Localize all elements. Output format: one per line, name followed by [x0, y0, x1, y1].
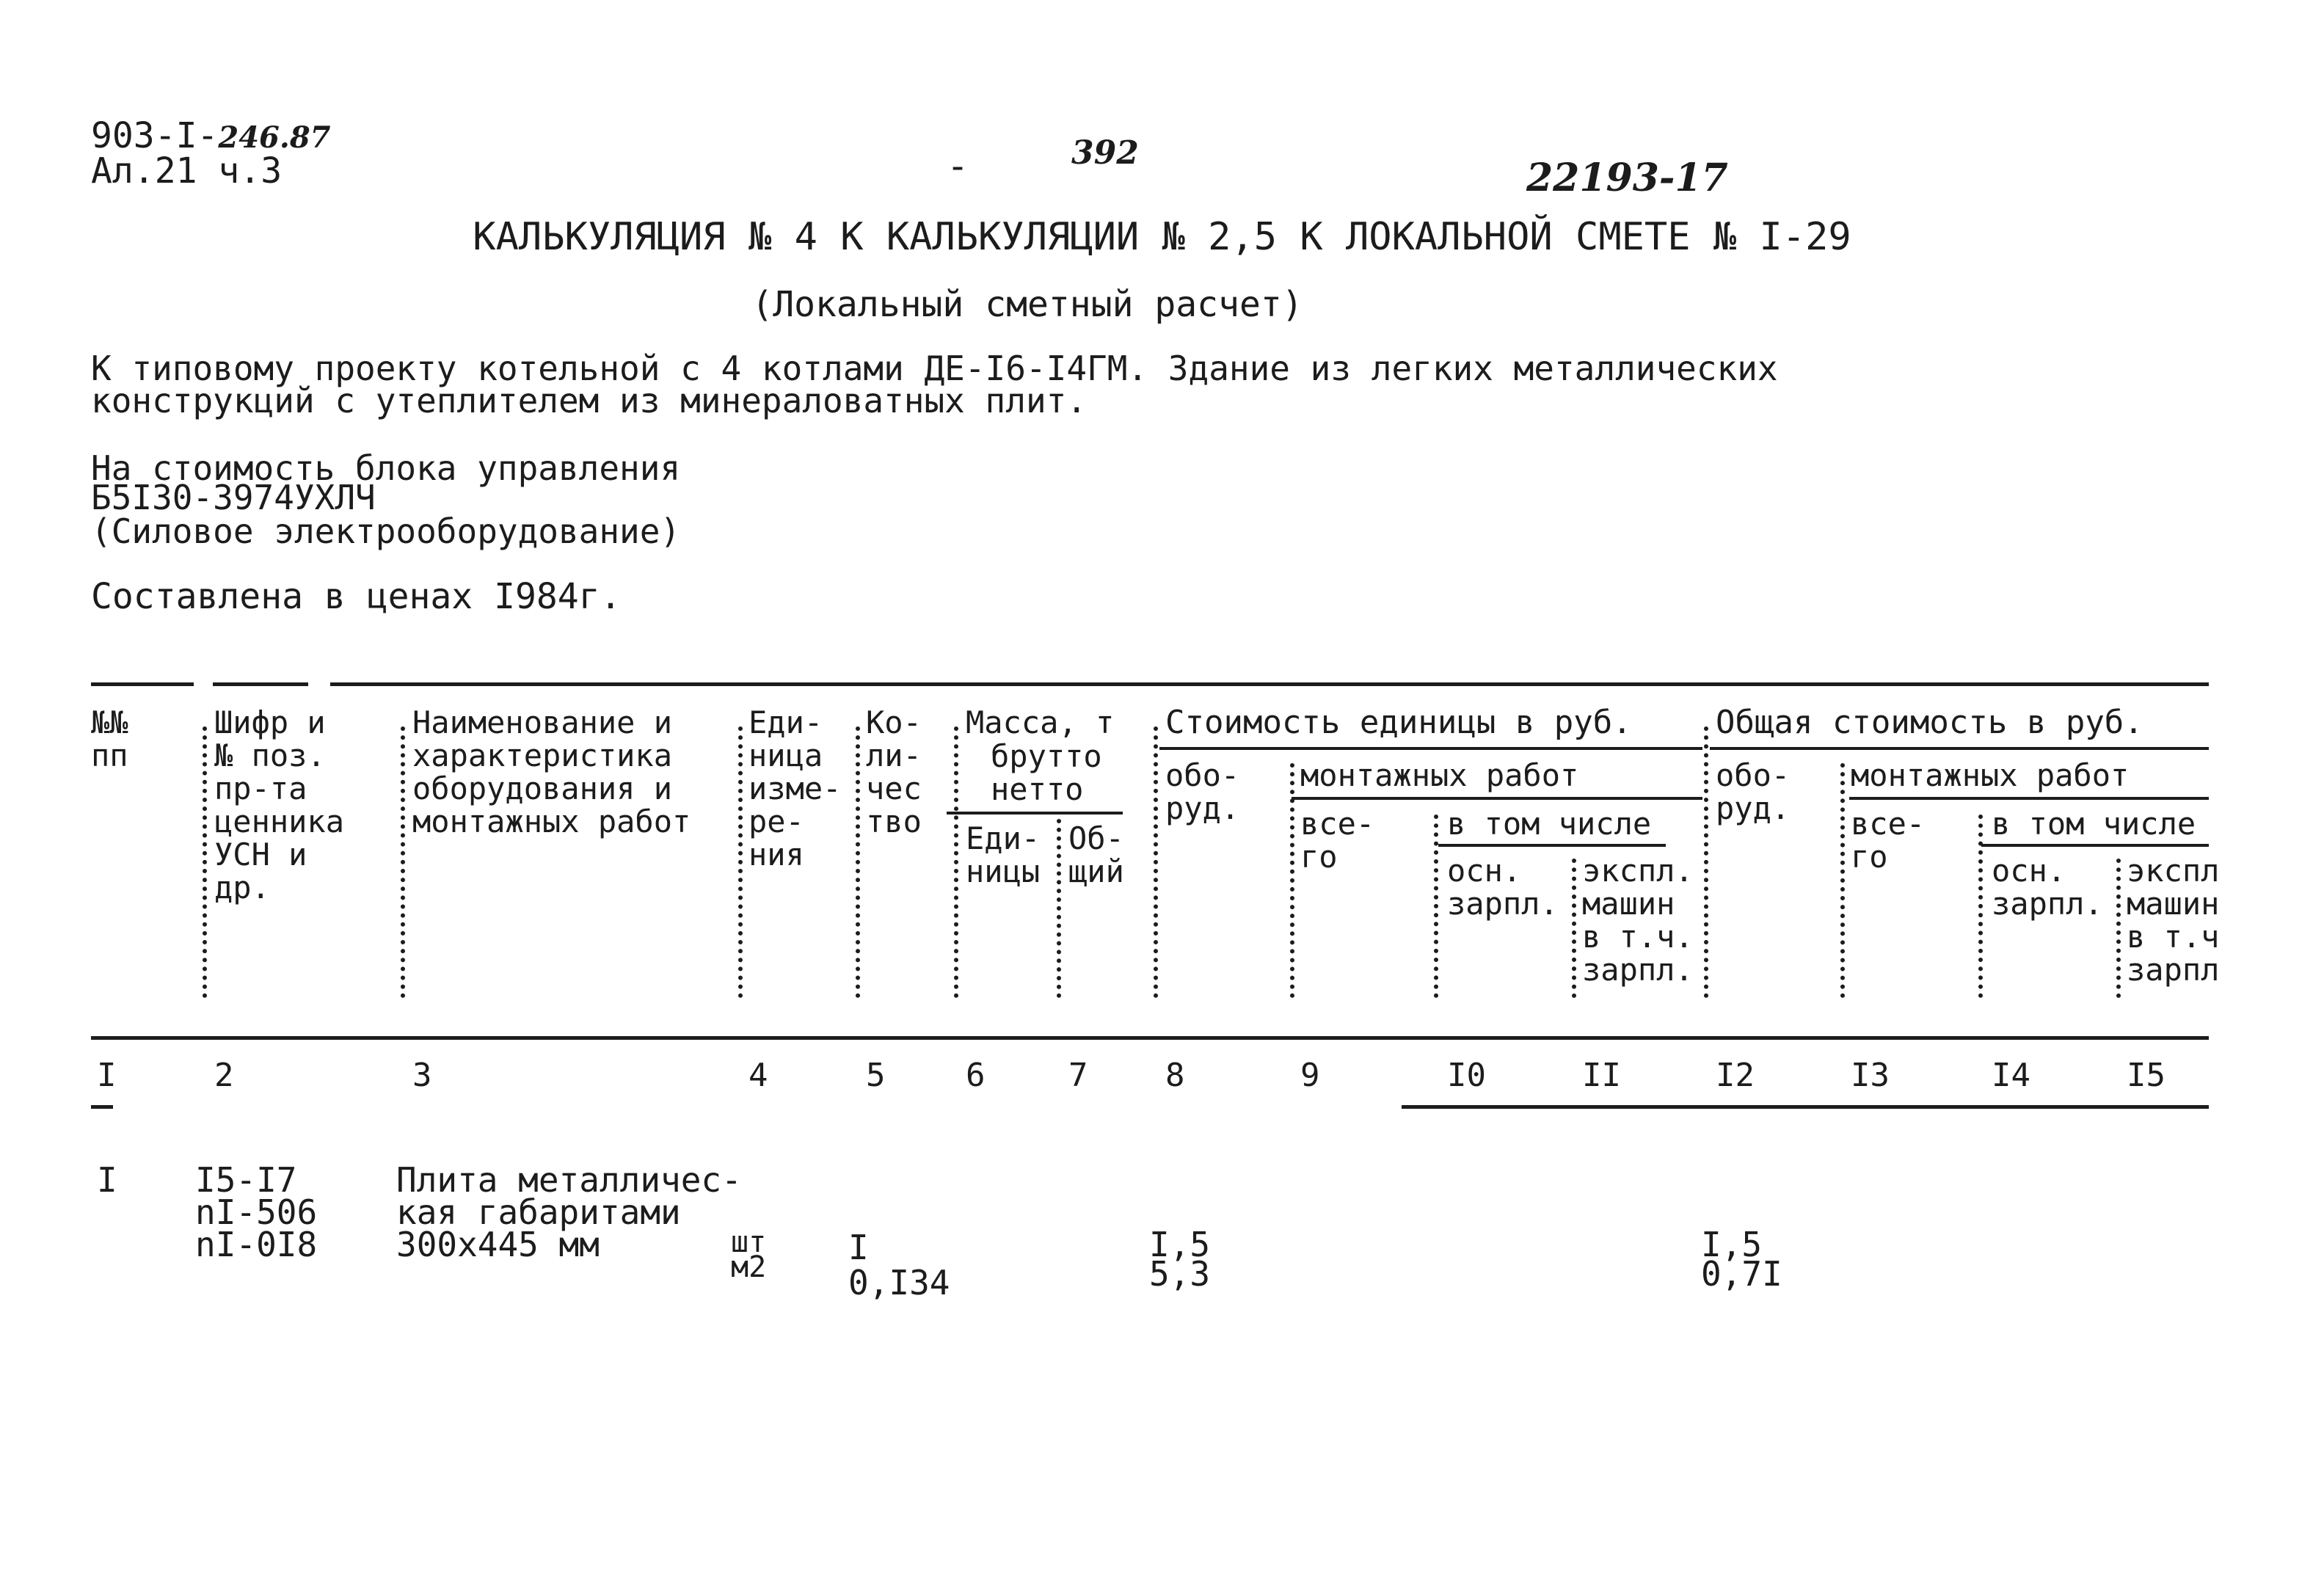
table-top-rule — [330, 682, 2209, 686]
col-number-12: I2 — [1716, 1057, 1755, 1094]
col-separator — [1434, 815, 1438, 998]
col-number-1: I — [97, 1057, 117, 1094]
header-install2: монтажных работ — [1851, 757, 2130, 793]
doc-code-printed: 903-I- — [91, 115, 219, 156]
header-machines2: экспл машин в т.ч зарпл — [2127, 853, 2220, 988]
col-number-2: 2 — [214, 1057, 234, 1094]
row-qty: I 0,I34 — [848, 1228, 950, 1302]
row-unit-cost-equip: I,5 5,3 — [1149, 1225, 1211, 1294]
col-number-5: 5 — [866, 1057, 886, 1094]
col-number-14: I4 — [1992, 1057, 2030, 1094]
header-equip2: обо- руд. — [1716, 757, 1791, 826]
col-separator — [1840, 763, 1845, 998]
header-incl: в том числе — [1447, 806, 1652, 842]
col-separator — [1290, 763, 1294, 998]
header-mass-sub: брутто нетто — [991, 738, 1102, 807]
col-numbers-rule — [1402, 1105, 2209, 1109]
header-code: Шифр и № поз. пр-та ценника УСН и др. — [214, 704, 345, 906]
page-subtitle: (Локальный сметный расчет) — [751, 284, 1303, 325]
col-separator — [856, 726, 860, 998]
header-wages: осн. зарпл. — [1447, 853, 1559, 922]
project-line-1: К типовому проекту котельной с 4 котлами ДЕ-I6-I4ГМ. Здание из легких металлических — [91, 349, 1778, 388]
col-number-11: II — [1582, 1057, 1621, 1094]
project-line-2: конструкций с утеплителем из минераловатных плит. — [91, 381, 1088, 420]
header-mass-total: Об- щий — [1068, 820, 1124, 889]
header-incl2: в том числе — [1992, 806, 2196, 842]
header-equip: обо- руд. — [1165, 757, 1240, 826]
col-number-13: I3 — [1851, 1057, 1890, 1094]
row-unit: шт м2 — [731, 1225, 767, 1284]
col-separator — [954, 726, 958, 998]
col-separator — [1057, 819, 1061, 998]
header-name: Наименование и характеристика оборудования и монтажных работ — [412, 704, 691, 839]
col-separator — [1704, 726, 1708, 998]
doc-code — [91, 117, 330, 154]
col-separator — [1154, 726, 1158, 998]
row-num: I — [97, 1160, 117, 1200]
header-install: монтажных работ — [1300, 757, 1579, 793]
header-num: №№ пп — [91, 704, 128, 773]
incl-rule — [1438, 844, 1666, 847]
col-separator — [401, 726, 405, 998]
unit-cost-rule — [1159, 747, 1702, 750]
header-all2: все- го — [1851, 806, 1926, 875]
col-number-10: I0 — [1447, 1057, 1486, 1094]
incl2-rule — [1981, 844, 2209, 847]
header-mass-unit: Еди- ницы — [966, 820, 1041, 889]
header-qty: Ко- ли- чес тво — [866, 704, 922, 839]
header-all: все- го — [1300, 806, 1375, 875]
col-number-6: 6 — [966, 1057, 986, 1094]
col-number-4: 4 — [748, 1057, 768, 1094]
page-title: КАЛЬКУЛЯЦИЯ № 4 К КАЛЬКУЛЯЦИИ № 2,5 К ЛОКАЛЬНОЙ СМЕТЕ № I-29 — [473, 215, 1851, 259]
cost-target-line-3: (Силовое электрооборудование) — [91, 511, 681, 551]
doc-sheet-part: Ал.21 ч.3 — [91, 150, 283, 192]
cost-target-line-1: На стоимость блока управления — [91, 448, 681, 488]
document-number: 22193-17 — [1526, 156, 1728, 200]
col-number-15: I5 — [2127, 1057, 2165, 1094]
row-code: I5-I7 nI-506 nI-0I8 — [195, 1160, 318, 1264]
col-numbers-rule — [91, 1105, 113, 1109]
doc-code-handwritten: 246.87 — [218, 120, 331, 155]
header-unit: Еди- ница изме- ре- ния — [748, 704, 842, 872]
col-separator — [203, 726, 207, 998]
row-name: Плита металличес- кая габаритами 300х445 мм — [396, 1160, 742, 1264]
header-total-cost: Общая стоимость в руб. — [1716, 704, 2143, 741]
install-rule — [1292, 797, 1702, 800]
col-number-7: 7 — [1068, 1057, 1088, 1094]
page-dash: - — [947, 145, 969, 187]
row-total-cost-equip: I,5 0,7I — [1701, 1225, 1782, 1294]
install2-rule — [1849, 797, 2209, 800]
table-top-rule — [213, 682, 308, 686]
header-machines: экспл. машин в т.ч. зарпл. — [1582, 853, 1694, 988]
header-mass: Масса, т — [966, 704, 1115, 740]
col-separator — [1572, 859, 1576, 998]
header-bottom-rule — [91, 1036, 2209, 1040]
col-separator — [2116, 859, 2121, 998]
col-number-9: 9 — [1300, 1057, 1320, 1094]
header-wages2: осн. зарпл. — [1992, 853, 2103, 922]
col-separator — [738, 726, 743, 998]
table-top-rule — [91, 682, 194, 686]
prices-note: Составлена в ценах I984г. — [91, 576, 622, 617]
page-number: 392 — [1071, 134, 1139, 172]
col-number-3: 3 — [412, 1057, 432, 1094]
cost-target-line-2: Б5I30-3974УХЛЧ — [91, 478, 376, 517]
total-cost-rule — [1710, 747, 2209, 750]
header-unit-cost: Стоимость единицы в руб. — [1165, 704, 1632, 741]
mass-rule — [947, 812, 1123, 815]
col-separator — [1978, 815, 1983, 998]
col-number-8: 8 — [1165, 1057, 1185, 1094]
